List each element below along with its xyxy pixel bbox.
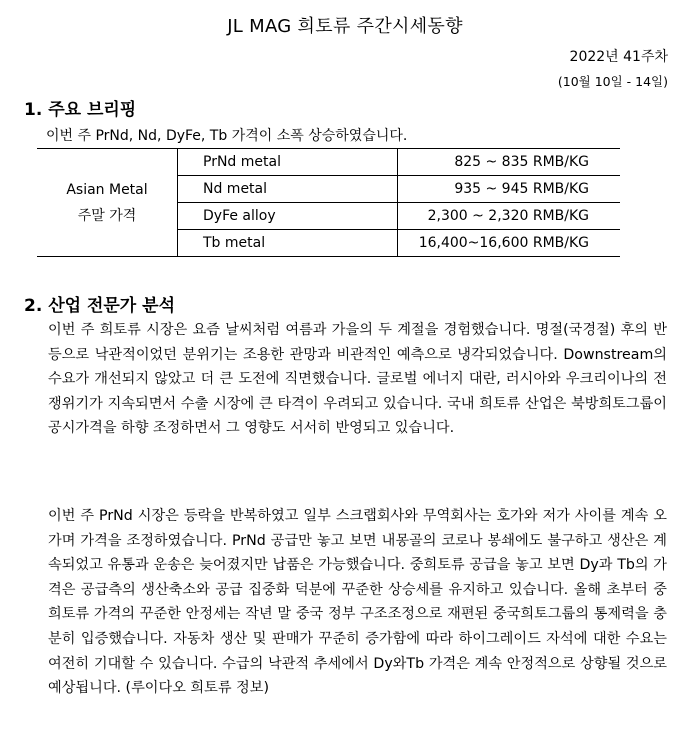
briefing-intro: 이번 주 PrNd, Nd, DyFe, Tb 가격이 소폭 상승하였습니다. xyxy=(46,128,408,144)
week-label: 2022년 41주차 xyxy=(569,49,668,65)
metal-price: 935 ~ 945 RMB/KG xyxy=(398,176,621,203)
metal-price: 16,400~16,600 RMB/KG xyxy=(398,230,621,257)
metal-name: Nd metal xyxy=(178,176,398,203)
analysis-paragraph-2: 이번 주 PrNd 시장은 등락을 반복하였고 일부 스크랩회사와 무역회사는 호가와 저가 사이를 계속 오가며 가격을 조정하였습니다. PrNd 공급만 놓고 보면 내몽골의 코로나 봉쇄에도 불구하고 생산은 계속되었고 유통과 운송은 늦어졌지만 납품은 가능했습니다. 중희토류 공급을 놓고 보면 Dy과 Tb의 가격은 공급측의 생산축소와 공급 집중화 덕분에 꾸준한 상승세를 유지하고 있습니다. 올해 초부터 중희토류 가격의 꾸준한 안정세는 작년 말 중국 정부 구조조정으로 재편된 중국희토그룹의 통제력을 충분히 입증했습니다. 자동차 생산 및 판매가 꾸준히 증가함에 따라 하이그레이드 자석에 대한 수요는 여전히 기대할 수 있습니다. 수급의 낙관적 추세에서 Dy와Tb 가격은 계속 안정적으로 상향될 것으로 예상됩니다. (루이다오 희토류 정보) xyxy=(48,508,667,697)
category-period: 주말 가격 xyxy=(77,207,137,224)
price-table xyxy=(37,148,620,257)
analysis-paragraph-1: 이번 주 희토류 시장은 요즘 날씨처럼 여름과 가을의 두 계절을 경험했습니다. 명절(국경절) 후의 반등으로 낙관적이었던 분위기는 조용한 관망과 비관적인 예측으로 냉각되었습니다. Downstream의 수요가 개선되지 않았고 더 큰 도전에 직면했습니다. 글로벌 에너지 대란, 러시아와 우크리이나의 전쟁위기가 지속되면서 수출 시장에 큰 타격이 우려되고 있습니다. 국내 희토류 산업은 북방희토그룹이 공시가격을 하향 조정하면서 그 영향도 서서히 반영되고 있습니다. xyxy=(48,322,667,437)
metal-name: PrNd metal xyxy=(178,149,398,176)
table-row xyxy=(37,149,620,176)
category-source: Asian Metal xyxy=(66,181,148,198)
metal-price: 825 ~ 835 RMB/KG xyxy=(398,149,621,176)
date-range: (10월 10일 - 14일) xyxy=(557,74,668,89)
metal-name: Tb metal xyxy=(178,230,398,257)
section-heading-analysis: 2. 산업 전문가 분석 xyxy=(24,296,175,316)
metal-name: DyFe alloy xyxy=(178,203,398,230)
document-title: JL MAG 희토류 주간시세동향 xyxy=(227,16,463,37)
section-heading-briefing: 1. 주요 브리핑 xyxy=(24,100,137,120)
metal-price: 2,300 ~ 2,320 RMB/KG xyxy=(398,203,621,230)
category-cell xyxy=(37,149,178,257)
